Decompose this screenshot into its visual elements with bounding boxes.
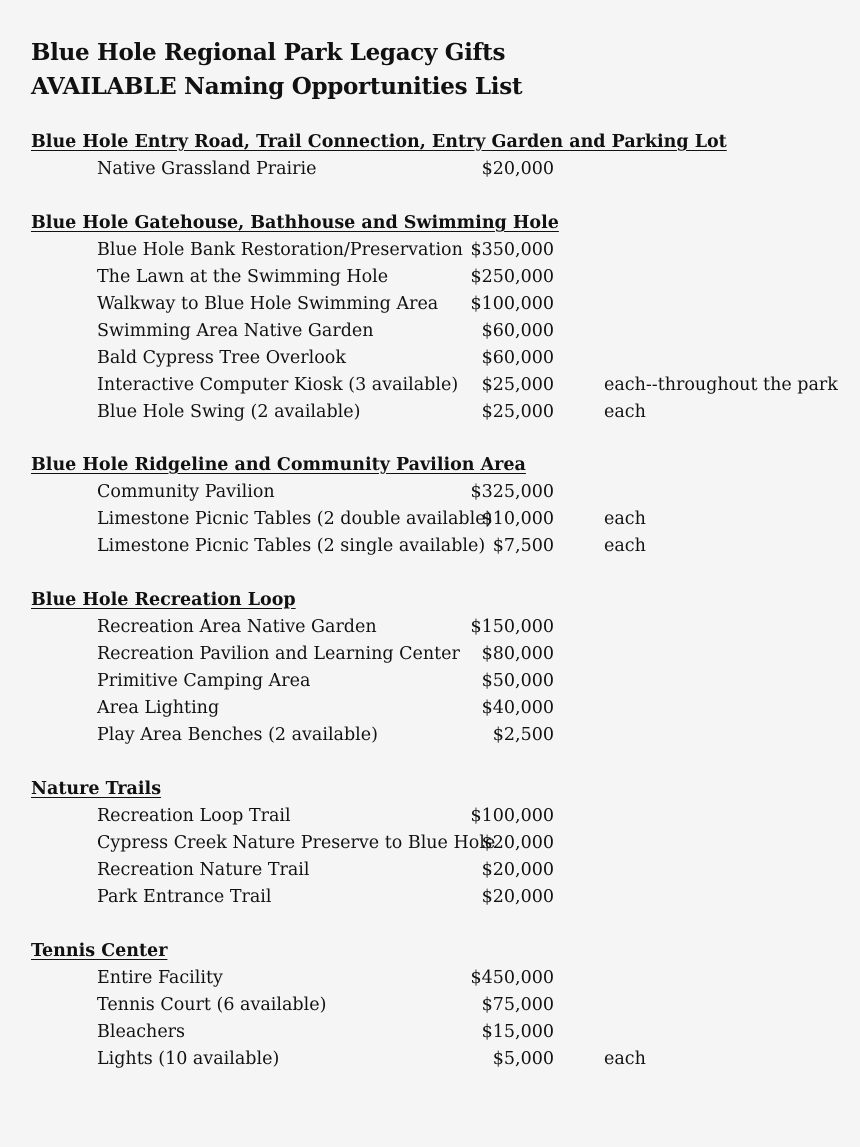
item-price: $50,000: [481, 671, 554, 691]
section-heading: Blue Hole Recreation Loop: [31, 590, 296, 610]
section-heading: Tennis Center: [31, 941, 168, 961]
list-item: [0, 1019, 860, 1046]
item-price: $350,000: [470, 240, 554, 260]
list-item: [0, 1046, 860, 1073]
list-item: [0, 722, 860, 749]
item-price: $20,000: [481, 860, 554, 880]
list-item: [0, 237, 860, 264]
item-note: each: [604, 536, 646, 556]
item-name: Lights (10 available): [97, 1049, 280, 1069]
item-price: $20,000: [481, 159, 554, 179]
item-price: $25,000: [481, 375, 554, 395]
item-price: $75,000: [481, 995, 554, 1015]
item-price: $2,500: [492, 725, 554, 745]
section-heading: Nature Trails: [31, 779, 162, 799]
list-item: [0, 399, 860, 426]
list-item: [0, 803, 860, 830]
list-item: [0, 156, 860, 183]
title-line-1: Blue Hole Regional Park Legacy Gifts: [31, 39, 506, 66]
item-name: Blue Hole Swing (2 available): [97, 402, 361, 422]
list-item: [0, 533, 860, 560]
item-price: $7,500: [492, 536, 554, 556]
list-item: [0, 695, 860, 722]
item-price: $450,000: [470, 968, 554, 988]
item-name: The Lawn at the Swimming Hole: [97, 267, 389, 287]
list-item: [0, 506, 860, 533]
item-name: Bald Cypress Tree Overlook: [97, 348, 346, 368]
item-price: $5,000: [492, 1049, 554, 1069]
item-price: $40,000: [481, 698, 554, 718]
list-item: [0, 668, 860, 695]
item-price: $100,000: [470, 806, 554, 826]
item-name: Interactive Computer Kiosk (3 available): [97, 375, 459, 395]
document-title: [31, 36, 522, 104]
item-price: $325,000: [470, 482, 554, 502]
list-item: [0, 992, 860, 1019]
item-name: Native Grassland Prairie: [97, 159, 317, 179]
item-name: Community Pavilion: [97, 482, 275, 502]
list-item: [0, 884, 860, 911]
item-name: Recreation Area Native Garden: [97, 617, 377, 637]
item-name: Bleachers: [97, 1022, 186, 1042]
list-item: [0, 479, 860, 506]
item-name: Limestone Picnic Tables (2 double available): [97, 509, 493, 529]
list-item: [0, 264, 860, 291]
item-note: each--throughout the park: [604, 375, 838, 395]
item-name: Primitive Camping Area: [97, 671, 311, 691]
list-item: [0, 345, 860, 372]
section-heading: Blue Hole Ridgeline and Community Pavilion Area: [31, 455, 526, 475]
item-price: $100,000: [470, 294, 554, 314]
item-name: Limestone Picnic Tables (2 single available): [97, 536, 486, 556]
item-price: $60,000: [481, 348, 554, 368]
item-name: Cypress Creek Nature Preserve to Blue Hole: [97, 833, 496, 853]
section-heading: Blue Hole Entry Road, Trail Connection, Entry Garden and Parking Lot: [31, 132, 727, 152]
list-item: [0, 372, 860, 399]
item-name: Recreation Pavilion and Learning Center: [97, 644, 460, 664]
item-name: Play Area Benches (2 available): [97, 725, 378, 745]
item-price: $80,000: [481, 644, 554, 664]
item-price: $60,000: [481, 321, 554, 341]
item-name: Blue Hole Bank Restoration/Preservation: [97, 240, 463, 260]
item-name: Area Lighting: [97, 698, 220, 718]
item-name: Recreation Nature Trail: [97, 860, 310, 880]
item-note: each: [604, 402, 646, 422]
item-name: Recreation Loop Trail: [97, 806, 291, 826]
item-name: Park Entrance Trail: [97, 887, 272, 907]
item-price: $150,000: [470, 617, 554, 637]
item-name: Swimming Area Native Garden: [97, 321, 374, 341]
list-item: [0, 830, 860, 857]
item-price: $20,000: [481, 887, 554, 907]
item-price: $20,000: [481, 833, 554, 853]
item-price: $25,000: [481, 402, 554, 422]
list-item: [0, 857, 860, 884]
list-item: [0, 318, 860, 345]
section-heading: Blue Hole Gatehouse, Bathhouse and Swimming Hole: [31, 213, 559, 233]
list-item: [0, 641, 860, 668]
item-price: $250,000: [470, 267, 554, 287]
item-note: each: [604, 1049, 646, 1069]
item-note: each: [604, 509, 646, 529]
list-item: [0, 965, 860, 992]
item-price: $10,000: [481, 509, 554, 529]
item-price: $15,000: [481, 1022, 554, 1042]
list-item: [0, 291, 860, 318]
item-name: Tennis Court (6 available): [97, 995, 327, 1015]
title-line-2: AVAILABLE Naming Opportunities List: [31, 73, 523, 100]
list-item: [0, 614, 860, 641]
item-name: Entire Facility: [97, 968, 223, 988]
item-name: Walkway to Blue Hole Swimming Area: [97, 294, 439, 314]
